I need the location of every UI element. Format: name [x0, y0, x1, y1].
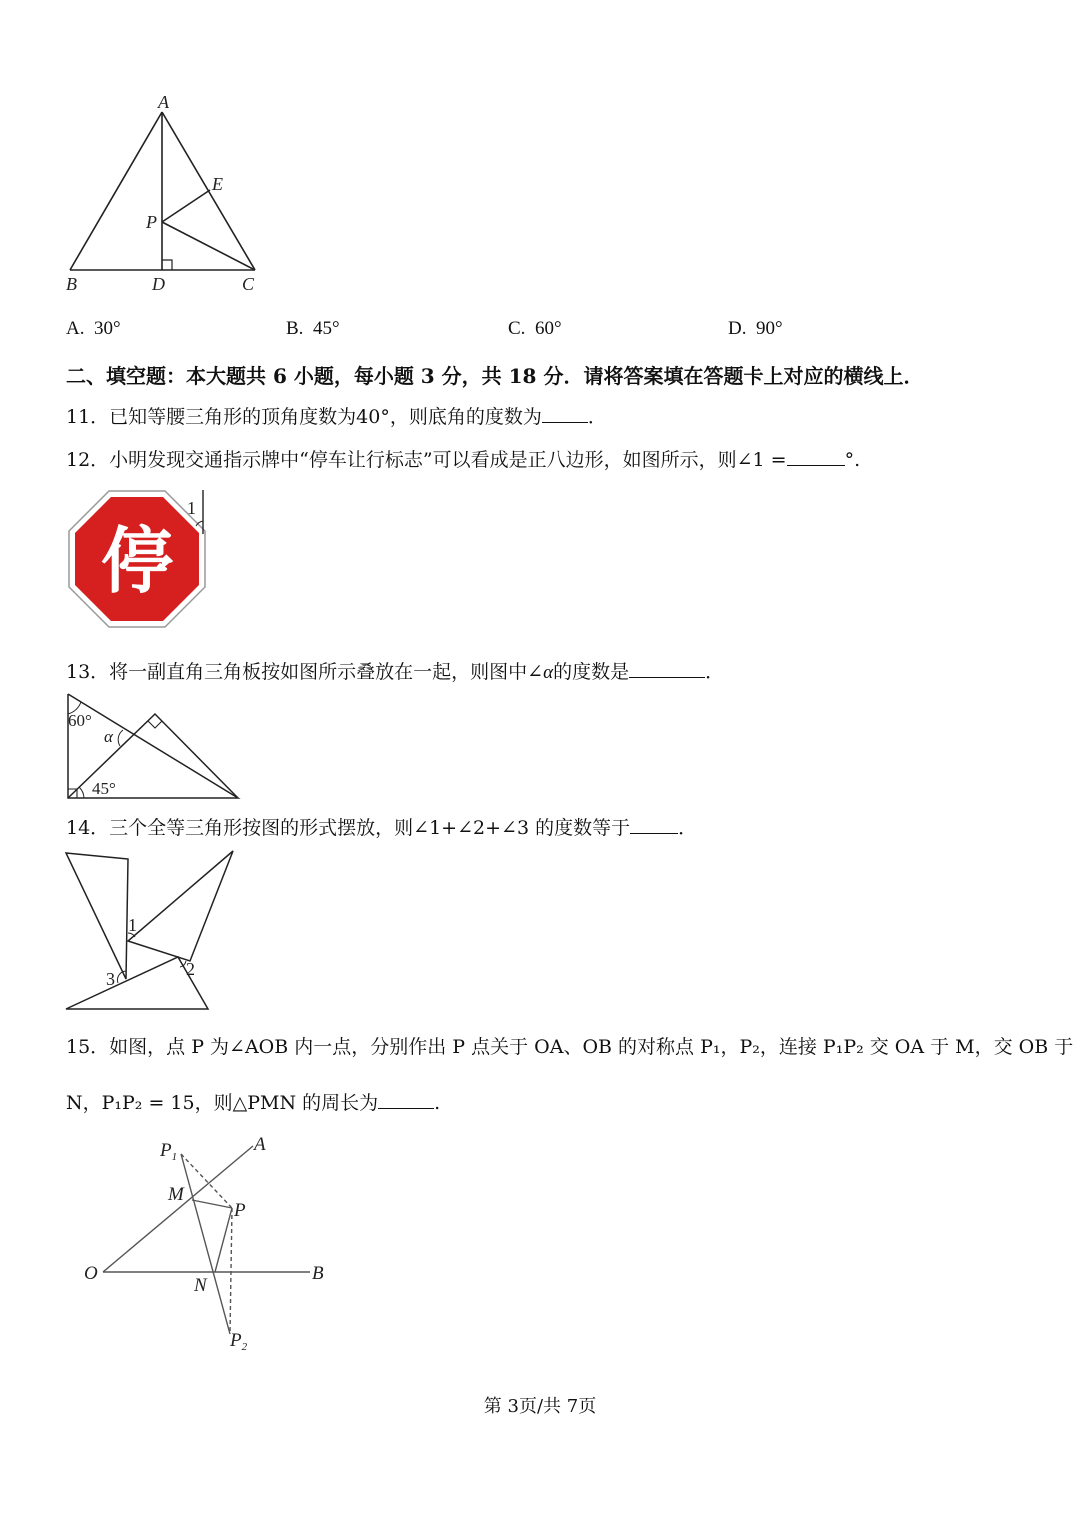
option-a: A. 30° [66, 318, 121, 339]
label-45: 45° [92, 779, 116, 798]
question-15-line2: N，P₁P₂ = 15，则△PMN 的周长为 . [66, 1092, 441, 1114]
label-M: M [168, 1184, 184, 1205]
question-14: 14．三个全等三角形按图的形式摆放，则∠1+∠2+∠3 的度数等于 ． [66, 817, 698, 839]
triangle-left [66, 853, 128, 979]
question-11: 11．已知等腰三角形的顶角度数为40°，则底角的度数为 ． [66, 406, 607, 428]
line-ab [70, 112, 162, 270]
question-12: 12．小明发现交通指示牌中“停车让行标志”可以看成是正八边形，如图所示，则∠1 = °. [66, 449, 861, 471]
stop-char: 停 [100, 519, 174, 603]
dash-pp2 [230, 1208, 232, 1334]
label-E: E [212, 174, 223, 194]
label-alpha: α [104, 727, 113, 746]
figure-q13 [62, 690, 247, 805]
label-P: P [146, 212, 157, 232]
figure-q14 [60, 845, 245, 1015]
right-angle-mark [162, 260, 172, 270]
figure-q10 [60, 90, 280, 300]
label-P1: $P_1$ [160, 1140, 178, 1163]
label-O: O [84, 1263, 98, 1284]
label-N: N [194, 1275, 207, 1296]
page-footer: 第 3页/共 7页 [483, 1396, 597, 1417]
label-A: A [158, 92, 169, 112]
label-P2: $P_2$ [230, 1330, 248, 1353]
label-P: P [234, 1200, 246, 1221]
label-3: 3 [106, 969, 115, 989]
label-1: 1 [128, 915, 137, 935]
label-D: D [152, 274, 165, 294]
option-d: D. 90° [728, 318, 783, 339]
arc-45 [79, 787, 84, 798]
question-15-line1: 15．如图，点 P 为∠AOB 内一点，分别作出 P 点关于 OA、OB 的对称点 P₁，P₂，连接 P₁P₂ 交 OA 于 M，交 OB 于 [66, 1036, 1074, 1058]
angle-1-label: 1 [187, 498, 196, 518]
option-c: C. 60° [508, 318, 562, 339]
label-B: B [312, 1263, 324, 1284]
line-pe [162, 190, 210, 222]
label-A: A [254, 1134, 266, 1155]
figure-stop-sign [62, 486, 212, 636]
label-C: C [242, 274, 255, 294]
right-angle-mark-top [148, 721, 162, 728]
arc-alpha [118, 730, 123, 746]
section-title: 二、填空题：本大题共 6 小题，每小题 3 分，共 18 分．请将答案填在答题卡上对应的横线上． [66, 364, 924, 388]
option-b: B. 45° [286, 318, 340, 339]
question-13: 13．将一副直角三角板按如图所示叠放在一起，则图中∠α的度数是 ． [66, 661, 725, 683]
figure-q15 [78, 1130, 338, 1355]
label-60: 60° [68, 711, 92, 730]
label-B: B [66, 274, 77, 294]
line-np [215, 1208, 232, 1272]
label-2: 2 [186, 959, 195, 979]
ray-oa [103, 1146, 253, 1272]
triangle-right [128, 851, 233, 961]
